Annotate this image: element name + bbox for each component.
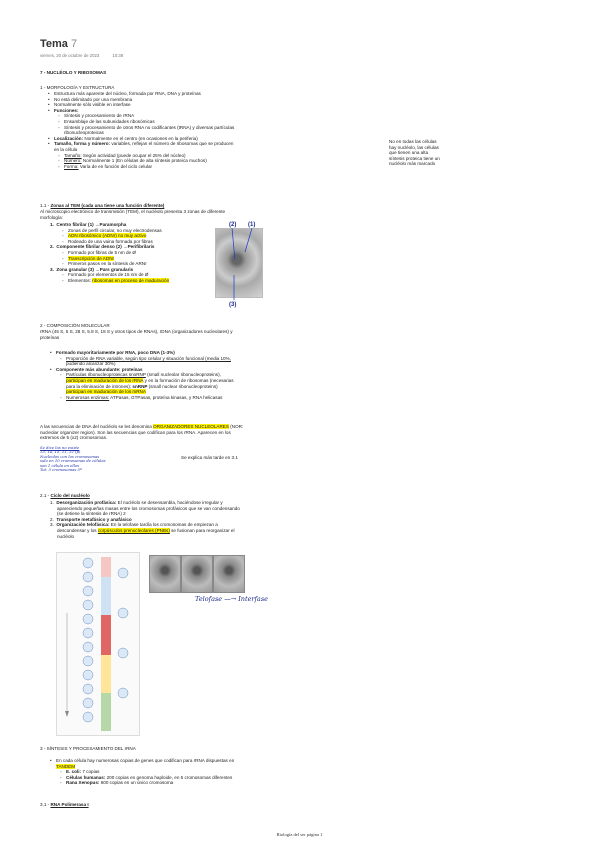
timeline-arrowhead <box>65 711 69 717</box>
s3-copies-xenopus <box>66 780 234 786</box>
s3-tandem: TANDEM <box>56 763 76 769</box>
diagram-cells <box>57 553 139 735</box>
cell-icon <box>83 698 93 708</box>
i3-l2b: corpúsculos prenucleolares (PNBs) <box>97 527 170 533</box>
side-note-line: que tienen una alta <box>389 150 429 156</box>
s2-intro-line: rRNA (45 S, 5 S, 28 S, 5.8 S, 18 S y otros tipos de RNAs), rDNA (organizadores nucleolares) y <box>40 329 233 334</box>
page-footer: Biología del ser página 1 <box>276 832 323 837</box>
cell-icon <box>83 656 93 666</box>
s11-intro <box>40 209 225 220</box>
p1a: Partículas ribonucleoproteicas snoRNP <box>66 372 146 378</box>
s11-zones <box>50 222 169 284</box>
cell-icon <box>83 614 93 624</box>
loc-label: Localización: <box>54 135 84 141</box>
s2-protein-2 <box>66 395 234 401</box>
s1-tamano <box>54 141 234 147</box>
t1-label: Tamaño: <box>64 152 82 158</box>
i3-l2a: descondensar y los <box>57 527 98 533</box>
s2-bullet-1b: pudiendo alcanzar 30%) <box>66 361 116 367</box>
p1h: participan en maduración de los mRNA <box>66 389 146 395</box>
s2-bullet-1: • Formado mayoritariamente por RNA, poco DNA (1-3%) <box>56 350 234 356</box>
zone-1c: ◦ Rodeado de una vaina formada por fibras <box>68 239 169 245</box>
zone-1b-hl: ADN ribosómico (ADNr) no muy activo <box>68 233 147 239</box>
side-note-line: hay nucléolo, las células <box>389 144 439 150</box>
zone-1-label: Centro fibrilar (1) →Paramorpha <box>56 222 127 227</box>
cell-icon <box>118 648 128 658</box>
s31-title: RNA Polimerasa I <box>50 802 89 807</box>
s11-intro-line: Al microscopio electrónico de transmisión (TEM), el nucléolo presenta 3 zonas de diferente <box>40 209 226 214</box>
nor-l1a: A las secuencias de DNA del nucléolo se les denomina <box>40 424 154 429</box>
s1-tamano-cont: en la célula <box>54 146 78 152</box>
em-caption: Telofase —→ Interfase <box>195 595 268 603</box>
hw-line: Nucleolos con los cromosomas <box>40 453 100 459</box>
tem-label-1: (1) <box>248 222 256 228</box>
s11-intro-line: morfología: <box>40 214 63 220</box>
zone-3b <box>68 278 169 284</box>
i3-label: Organización telofásica: <box>56 522 110 528</box>
s21-item-3-l3: nucléolo <box>57 533 75 539</box>
s2-intro <box>40 329 233 340</box>
page-title <box>40 38 77 50</box>
s2-heading: 2 - COMPOSICIÓN MOLECULAR <box>40 323 110 328</box>
tem-label-3: (3) <box>229 302 237 308</box>
side-note <box>389 139 440 167</box>
t3-text: Varía de en función del ciclo celular <box>79 163 153 169</box>
tem-annotation-lines <box>210 220 270 310</box>
s21-item-3: 3. Organización telofásica: En la telofase tardía los cromosomas de empiezan a <box>50 522 218 528</box>
cell-icon <box>83 572 93 582</box>
date-text: viernes, 20 de octubre de 2023 <box>40 53 100 58</box>
s11-heading-pre: 1.1 - <box>40 203 51 208</box>
s31-heading <box>40 802 89 808</box>
title-text: Tema <box>40 38 68 50</box>
zone-2-label: Componente fibrilar denso (2) →Perifibrilaris <box>56 244 155 250</box>
t1-text: Según actividad (puede ocupar el 25% del núcleo) <box>82 152 186 158</box>
hw-line: Tot: 3 cromosomas 5ª <box>40 467 82 473</box>
cell-icon <box>83 628 93 638</box>
s1-heading: 1 - MORFOLOGÍA Y ESTRUCTURA <box>40 85 115 90</box>
title-number: 7 <box>70 38 78 50</box>
s2-bullet-2: • Componente más abundante: proteínas <box>56 367 234 373</box>
cell-icon <box>83 600 93 610</box>
s1-funcion-1: ◦ Síntesis y procesamiento de rRNA <box>64 113 234 119</box>
page-date <box>40 53 123 59</box>
nor-l1c: (NOR: <box>228 424 244 429</box>
s21-item-2: 2. Transporte metafásico y anafásico <box>50 516 132 522</box>
hw-line: 13, 14, 15, 21, 22 (p) <box>40 449 81 455</box>
s2-protein-1 <box>66 372 234 378</box>
zone-3b-hl: ribosomas en proceso de maduración <box>92 277 170 283</box>
s1-list <box>54 91 234 169</box>
s2-list <box>56 350 234 400</box>
tem-label-2: (2) <box>229 222 237 228</box>
cell-icon <box>118 688 128 698</box>
c2-text: 200 copias en genoma haploide, en 5 cromosomas diferentes <box>105 774 233 780</box>
s1-funciones-label: • Funciones: <box>54 108 234 114</box>
zone-2b-hl: Transcripción de ADNr <box>68 255 115 261</box>
cell-icon <box>118 568 128 578</box>
c1-text: 7 copias <box>81 769 100 775</box>
i1-label: Desorganización profásica: <box>56 500 117 505</box>
em-image-3 <box>213 555 245 593</box>
s2-intro-line: proteínas <box>40 334 60 340</box>
zone-3-label: Zona granular (3) →Pars granularis <box>56 266 134 272</box>
zone-2: 2. Componente fibrilar denso (2) →Perifibrilaris <box>50 244 155 250</box>
nor-line-1 <box>40 424 243 430</box>
s11-heading-title: Zonas al TEM (cada una tiene una función diferente) <box>50 203 165 208</box>
nucleolus-cycle-diagram <box>56 552 140 736</box>
c1-label: E. coli: <box>66 769 82 775</box>
s1-bullet-2: • No está delimitado por una membrana <box>54 97 234 103</box>
c2-label: Células humanas: <box>66 774 106 780</box>
s11-heading <box>40 203 164 209</box>
s21-heading-pre: 2.1 - <box>40 493 51 498</box>
pointer-line-1 <box>245 228 252 252</box>
p1b: (small nucleolar ribonucleoproteins), <box>145 372 221 378</box>
em-image-1 <box>149 555 181 593</box>
s21-heading <box>40 493 90 499</box>
cell-icon <box>83 684 93 694</box>
nor-l1b: ORGANIZADORES NUCLEOLARES <box>153 424 229 429</box>
hw-line: solo en 10 cromosomas de células <box>40 458 106 464</box>
t2-text: Normalmente 1 (En células de alta síntesis proteica muchos) <box>82 158 207 164</box>
s21-item-1: 1. Desorganización profásica: El nucléolo se desensambla, haciéndose irregular y <box>50 500 223 505</box>
nor-paragraph <box>40 424 243 441</box>
i1-text: El nucléolo se desensambla, haciéndose irregular y <box>116 500 223 505</box>
p2b: ATPasas, GTPasas, proteína kinasas, y RNA helicasas <box>109 394 223 400</box>
handwritten-note <box>40 446 106 472</box>
nor-line-3: extremos de 5 (x2) cromosomas. <box>40 435 108 441</box>
loc-text: Normalmente en el centro (en ocasiones en la periferia) <box>84 135 198 141</box>
s2-b1a-text: Proporción de RNA variable, según tipo celular y situación funcional (media 10%, <box>66 355 231 361</box>
cell-icon <box>83 642 93 652</box>
i3-text: En la telofase tardía los cromosomas de empiezan a <box>109 522 218 528</box>
em-image-2 <box>181 555 213 593</box>
s21-item-3-l2 <box>50 528 240 534</box>
s1-funcion-3: ◦ Síntesis y procesamiento de otros RNA no codificantes (tRNA) y diversas partículas <box>64 125 234 131</box>
c3-text: 600 copias en un único cromosoma <box>99 780 174 786</box>
c3-label: Rana Xenopus: <box>66 780 100 786</box>
tam-label: Tamaño, forma y número: <box>54 141 111 147</box>
zone-1: 1. Centro fibrilar (1) →Paramorpha <box>50 222 127 227</box>
p1c: participan en maduración de los rRNA <box>66 377 144 383</box>
s21-list <box>50 500 240 539</box>
s1-sub-forma <box>64 164 234 170</box>
s2-bullet-1a <box>66 356 234 362</box>
s3-bullet-1: • En cada célula hay numerosas copias de genes que codifican para rRNA dispuestas en <box>56 758 234 764</box>
t2-label: Número: <box>64 158 82 164</box>
zone-3: 3. Zona granular (3) →Pars granularis <box>50 266 134 272</box>
zone-2a: ◦ Formado por fibras de 5 nm de Ø <box>68 250 169 256</box>
i3-l2c: se fusionan para reorganizar el <box>169 527 235 533</box>
cell-icon <box>83 558 93 568</box>
zone-2c: ◦ Primeros pasos en la síntesis de ARNr <box>68 261 169 267</box>
cell-icon <box>83 670 93 680</box>
s1-bullet-3: • Normalmente sólo visible en interfase <box>54 102 234 108</box>
p1g: (small nuclear ribonucleoproteins) <box>147 383 218 389</box>
s21-item-1-l3: (se detiene la síntesis de rRNA) 2 <box>57 511 126 517</box>
p1f: snRNP <box>132 383 148 389</box>
zone-1a: ◦ Zonas de perfil circular, no muy electrodensas <box>68 228 169 234</box>
p1d: y en la formación de ribosomas (necesarias <box>143 377 234 383</box>
side-note-line: No en todas las células <box>389 139 437 144</box>
s3-list <box>56 758 234 786</box>
side-note-line: síntesis proteica tiene un <box>389 155 440 161</box>
s21-item-1-l2: apareciendo pequeñas masas entre los cromosomas profásicos que se van condensando <box>57 505 240 511</box>
s1-funcion-2: ◦ Ensamblaje de las subunidades ribosómicas <box>64 119 234 125</box>
cell-icon <box>83 712 93 722</box>
hw-line: Se dice los no existe <box>40 445 80 450</box>
tam-text: variables, reflejan el número de ribosomas que se producen <box>111 141 234 147</box>
nor-aside: Se explica más tarde en 3.1 <box>181 455 238 460</box>
s1-funcion-3-cont: ribonucleoproteicas <box>64 130 104 136</box>
zone-3b-pre: Elementos: <box>68 277 93 283</box>
i2-label: Transporte metafásico y anafásico <box>56 516 132 522</box>
time-text: 10:38 <box>112 53 124 58</box>
cell-icon <box>83 586 93 596</box>
hw-line: son 1 célula en ellos <box>40 462 80 468</box>
p1e: para la eliminación de intrones); <box>66 383 133 389</box>
side-note-line: nucléolo más marcado <box>389 161 436 167</box>
s21-heading-title: Ciclo del nucléolo <box>50 493 90 498</box>
cell-icon <box>118 608 128 618</box>
nor-line-2: nucleolar organizer region). Son las secuencias que codifican para los rRNA. Aparecen en los <box>40 429 231 435</box>
p2a: Numerosas enzimas: <box>66 394 110 400</box>
s31-pre: 3.1 - <box>40 802 51 807</box>
s1-bullet-1: • Estructura más aparente del núcleo, formada por RNA, DNA y proteínas <box>54 91 234 97</box>
zone-3a: ◦ Formado por elementos de 15 nm de Ø <box>68 272 169 278</box>
s3-heading: 3 - SÍNTESIS Y PROCESAMIENTO DEL rRNA <box>40 746 136 751</box>
pointer-line-2 <box>232 228 235 260</box>
t3-label: Forma: <box>64 163 79 169</box>
section-7-heading: 7 - NUCLÉOLO Y RIBOSOMAS <box>40 70 107 75</box>
